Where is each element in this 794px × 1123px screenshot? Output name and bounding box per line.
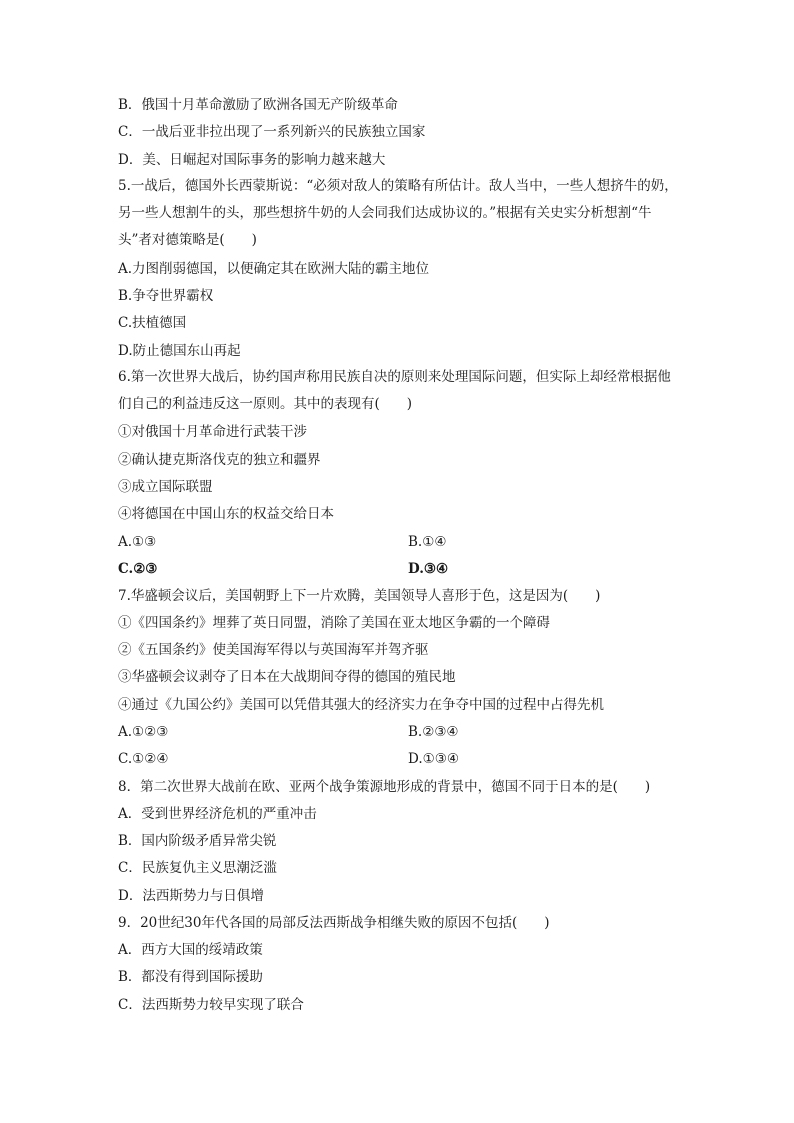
- question-9-stem: 9．20世纪30年代各国的局部反法西斯战争相继失败的原因不包括( ): [118, 915, 550, 931]
- question-7-item-2: ②《五国条约》使美国海军得以与英国海军并驾齐驱: [118, 642, 429, 658]
- question-7-item-4: ④通过《九国公约》美国可以凭借其强大的经济实力在争夺中国的过程中占得先机: [118, 697, 604, 713]
- question-6-option-b: B.①④: [408, 534, 447, 550]
- question-5-option-c: C.扶植德国: [118, 315, 187, 331]
- question-5-option-b: B.争夺世界霸权: [118, 288, 214, 304]
- question-6-item-2: ②确认捷克斯洛伐克的独立和疆界: [118, 452, 321, 468]
- question-6-option-c: C.②③: [118, 561, 158, 577]
- question-7-option-a: A.①②③: [118, 724, 169, 740]
- question-6-item-1: ①对俄国十月革命进行武装干涉: [118, 424, 307, 440]
- question-8-option-a: A．受到世界经济危机的严重冲击: [118, 806, 317, 822]
- question-7-option-b: B.②③④: [408, 724, 459, 740]
- question-7-option-d: D.①③④: [408, 751, 459, 767]
- option-b-line: B．俄国十月革命激励了欧洲各国无产阶级革命: [118, 97, 398, 113]
- question-9-option-b: B．都没有得到国际援助: [118, 969, 263, 985]
- question-6-item-3: ③成立国际联盟: [118, 479, 213, 495]
- question-8-option-d: D．法西斯势力与日俱增: [118, 888, 264, 904]
- question-8-option-b: B．国内阶级矛盾异常尖锐: [118, 833, 277, 849]
- question-6-item-4: ④将德国在中国山东的权益交给日本: [118, 506, 334, 522]
- question-5-option-a: A.力图削弱德国，以便确定其在欧洲大陆的霸主地位: [118, 261, 430, 277]
- question-7-stem: 7.华盛顿会议后，美国朝野上下一片欢腾，美国领导人喜形于色，这是因为( ): [118, 588, 601, 604]
- question-9-option-a: A．西方大国的绥靖政策: [118, 942, 263, 958]
- question-7-option-c: C.①②④: [118, 751, 169, 767]
- option-d-line: D．美、日崛起对国际事务的影响力越来越大: [118, 152, 386, 168]
- question-8-stem: 8．第二次世界大战前在欧、亚两个战争策源地形成的背景中，德国不同于日本的是( ): [118, 779, 651, 795]
- question-5-option-d: D.防止德国东山再起: [118, 343, 241, 359]
- question-6-option-a: A.①③: [118, 534, 157, 550]
- question-8-option-c: C．民族复仇主义思潮泛滥: [118, 860, 277, 876]
- question-9-option-c: C．法西斯势力较早实现了联合: [118, 997, 304, 1013]
- option-c-line: C．一战后亚非拉出现了一系列新兴的民族独立国家: [118, 124, 426, 140]
- question-6-option-d: D.③④: [408, 561, 449, 577]
- question-7-item-3: ③华盛顿会议剥夺了日本在大战期间夺得的德国的殖民地: [118, 669, 456, 685]
- question-6-stem: 6.第一次世界大战后，协约国声称用民族自决的原则来处理国际问题，但实际上却经常根据他们自己的利益违反这一原则。其中的表现有( ): [118, 369, 671, 412]
- question-7-item-1: ①《四国条约》埋葬了英日同盟，消除了美国在亚太地区争霸的一个障碍: [118, 615, 550, 631]
- question-5-stem: 5.一战后，德国外长西蒙斯说：“必须对敌人的策略有所估计。敌人当中，一些人想挤牛的奶，另一些人想割牛的头，那些想挤牛奶的人会同我们达成协议的。”根据有关史实分析想割“牛头”者对德策略是( ): [118, 178, 678, 248]
